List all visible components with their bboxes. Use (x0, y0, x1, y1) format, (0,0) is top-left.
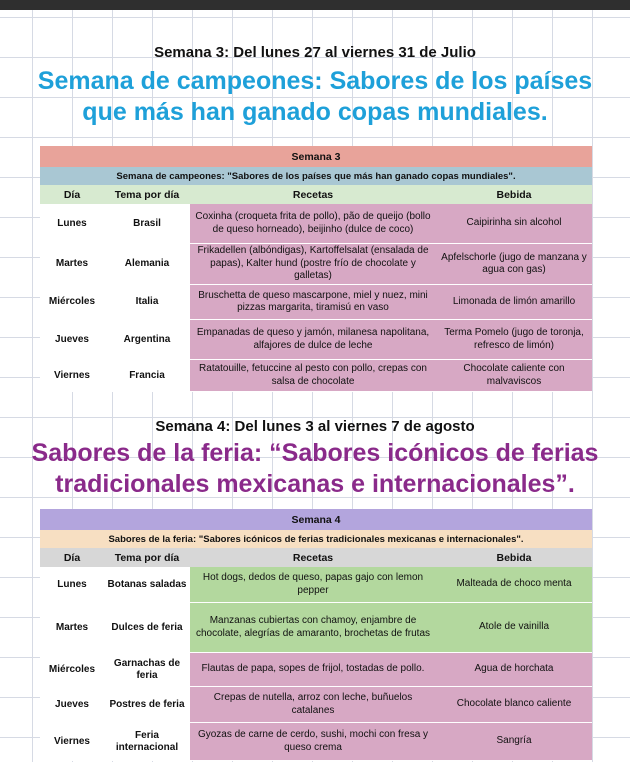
table-row (40, 320, 592, 360)
column-header-bebida: Bebida (496, 551, 532, 564)
cell-bebida: Limonada de limón amarillo (436, 285, 592, 320)
cell-recetas: Hot dogs, dedos de queso, papas gajo con lemon pepper (190, 567, 436, 603)
week3-title-line1: Semana de campeones: Sabores de los países (37, 67, 593, 95)
column-header-tema: Tema por día (114, 551, 180, 564)
cell-tema: Brasil (104, 204, 190, 244)
cell-recetas: Ratatouille, fetuccine al pesto con pollo, crepas con salsa de chocolate (190, 360, 436, 392)
table-row (40, 723, 592, 761)
week3-subtitle: Semana 3: Del lunes 27 al viernes 31 de Julio (154, 44, 476, 61)
cell-bebida: Agua de horchata (436, 653, 592, 687)
cell-tema: Alemania (104, 244, 190, 285)
week4-title (0, 438, 630, 500)
table-row (40, 603, 592, 653)
column-header-recetas: Recetas (292, 188, 334, 201)
cell-recetas: Crepas de nutella, arroz con leche, buñuelos catalanes (190, 687, 436, 723)
cell-bebida: Malteada de choco menta (436, 567, 592, 603)
cell-tema: Feria internacional (104, 723, 190, 761)
week4-subtitle: Semana 4: Del lunes 3 al viernes 7 de agosto (155, 418, 475, 435)
cell-bebida: Caipirinha sin alcohol (436, 204, 592, 244)
week3-table (40, 146, 592, 392)
week3-title (0, 66, 630, 128)
cell-dia: Jueves (40, 320, 104, 360)
week4-table-header: Semana 4 (40, 509, 592, 530)
cell-bebida: Sangría (436, 723, 592, 761)
cell-tema: Dulces de feria (104, 603, 190, 653)
cell-recetas: Coxinha (croqueta frita de pollo), pão de queijo (bollo de queso horneado), beijinho (dulce de coco) (190, 204, 436, 244)
cell-bebida: Terma Pomelo (jugo de toronja, refresco de limón) (436, 320, 592, 360)
cell-dia: Viernes (40, 360, 104, 392)
cell-tema: Postres de feria (104, 687, 190, 723)
cell-bebida: Apfelschorle (jugo de manzana y agua con gas) (436, 244, 592, 285)
cell-bebida: Chocolate blanco caliente (436, 687, 592, 723)
cell-dia: Miércoles (40, 653, 104, 687)
cell-dia: Jueves (40, 687, 104, 723)
cell-tema: Italia (104, 285, 190, 320)
week3-table-subheader: Semana de campeones: "Sabores de los países que más han ganado copas mundiales". (40, 167, 592, 185)
week4-table-subheader: Sabores de la feria: "Sabores icónicos de ferias tradicionales mexicanas e internacionales". (40, 530, 592, 548)
top-bar (0, 0, 630, 10)
table-row (40, 244, 592, 285)
week4-table (40, 509, 592, 761)
cell-dia: Lunes (40, 204, 104, 244)
table-row (40, 285, 592, 320)
cell-tema: Francia (104, 360, 190, 392)
table-row (40, 567, 592, 603)
cell-dia: Viernes (40, 723, 104, 761)
cell-bebida: Chocolate caliente con malvaviscos (436, 360, 592, 392)
column-header-bebida: Bebida (496, 188, 532, 201)
week4-title-line2: tradicionales mexicanas e internacionales”. (55, 470, 575, 498)
cell-tema: Botanas saladas (104, 567, 190, 603)
cell-recetas: Empanadas de queso y jamón, milanesa napolitana, alfajores de dulce de leche (190, 320, 436, 360)
cell-tema: Garnachas de feria (104, 653, 190, 687)
table-row (40, 204, 592, 244)
column-header-dia: Día (63, 551, 81, 564)
table-row (40, 687, 592, 723)
cell-recetas: Manzanas cubiertas con chamoy, enjambre de chocolate, alegrías de amaranto, brochetas de frutas (190, 603, 436, 653)
cell-tema: Argentina (104, 320, 190, 360)
cell-recetas: Bruschetta de queso mascarpone, miel y nuez, mini pizzas margarita, tiramisú en vaso (190, 285, 436, 320)
cell-bebida: Atole de vainilla (436, 603, 592, 653)
cell-recetas: Flautas de papa, sopes de frijol, tostadas de pollo. (190, 653, 436, 687)
week4-title-line1: Sabores de la feria: “Sabores icónicos de ferias (31, 439, 599, 467)
table-row (40, 653, 592, 687)
week3-table-header: Semana 3 (40, 146, 592, 167)
week3-column-headers (40, 185, 592, 204)
column-header-recetas: Recetas (292, 551, 334, 564)
cell-dia: Miércoles (40, 285, 104, 320)
cell-recetas: Gyozas de carne de cerdo, sushi, mochi con fresa y queso crema (190, 723, 436, 761)
table-row (40, 360, 592, 392)
cell-dia: Martes (40, 244, 104, 285)
week3-title-line2: que más han ganado copas mundiales. (82, 98, 548, 126)
column-header-dia: Día (63, 188, 81, 201)
column-header-tema: Tema por día (114, 188, 180, 201)
cell-dia: Martes (40, 603, 104, 653)
cell-recetas: Frikadellen (albóndigas), Kartoffelsalat (ensalada de papas), Kalter hund (postre frío de chocolate y galletas) (190, 244, 436, 285)
cell-dia: Lunes (40, 567, 104, 603)
week4-column-headers (40, 548, 592, 567)
